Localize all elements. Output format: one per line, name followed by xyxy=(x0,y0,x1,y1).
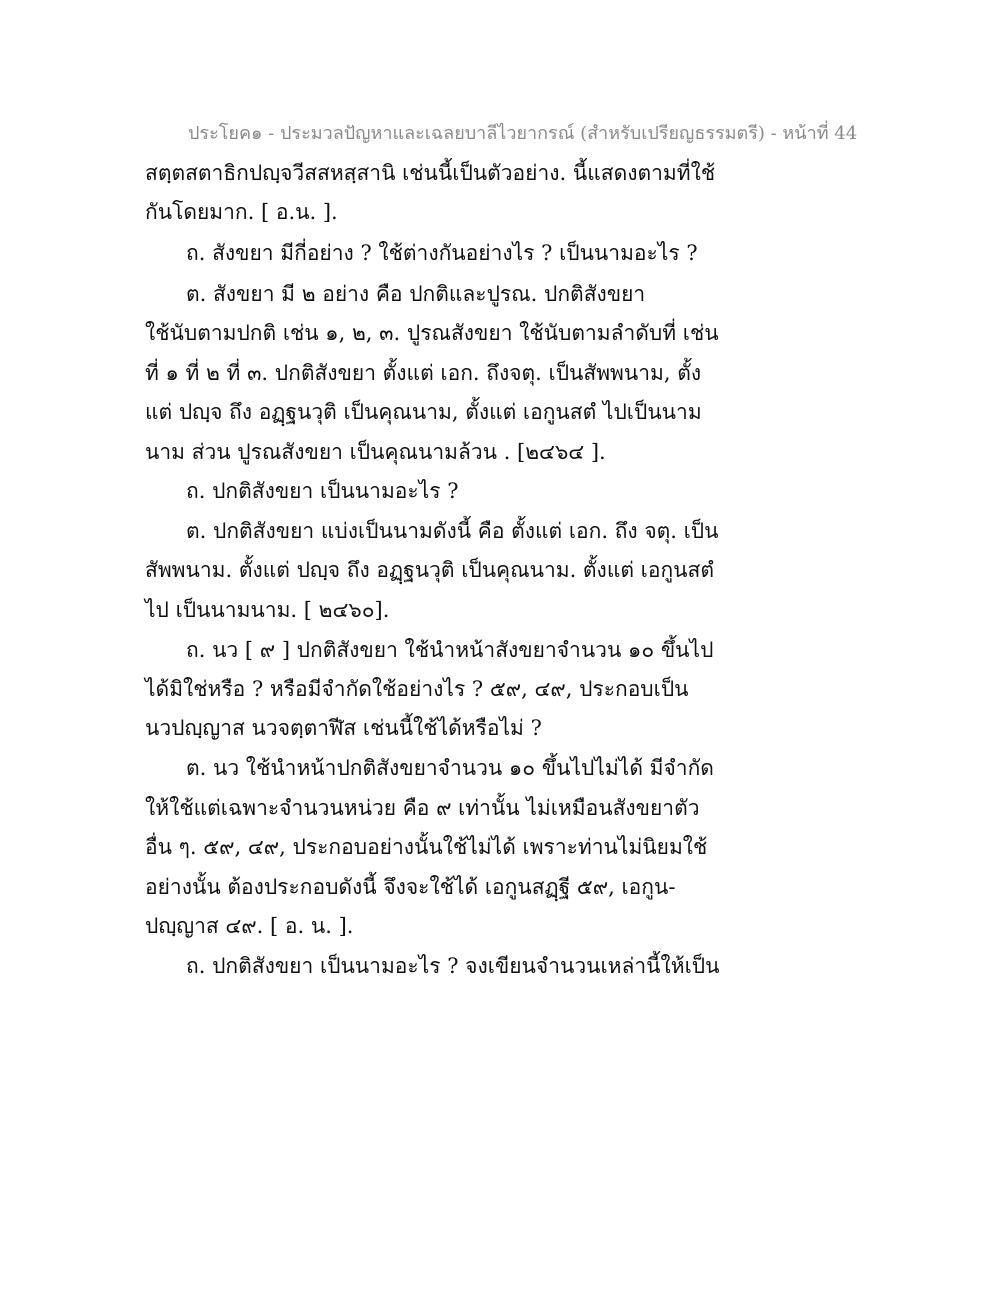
text-line: ใช้นับตามปกติ เช่น ๑, ๒, ๓. ปูรณสังขยา ใช้นับตามลำดับที่ เช่น xyxy=(145,321,719,345)
question-line: ถ. ปกติสังขยา เป็นนามอะไร ? xyxy=(186,479,459,503)
question-line: ถ. นว [ ๙ ] ปกติสังขยา ใช้นำหน้าสังขยาจำนวน ๑๐ ขึ้นไป xyxy=(186,638,714,662)
answer-line: ต. นว ใช้นำหน้าปกติสังขยาจำนวน ๑๐ ขึ้นไปไม่ได้ มีจำกัด xyxy=(186,756,714,780)
text-line: แต่ ปญฺจ ถึง อฏฺฐนวุติ เป็นคุณนาม, ตั้งแต่ เอกูนสตํ ไปเป็นนาม xyxy=(145,400,702,424)
text-line: ไป เป็นนามนาม. [ ๒๔๖๐]. xyxy=(145,598,390,622)
text-line: สตฺตสตาธิกปญฺจวีสสหสฺสานิ เช่นนี้เป็นตัวอย่าง. นี้แสดงตามที่ใช้ xyxy=(145,161,716,185)
text-line: นวปญฺญาส นวจตฺตาฬีส เช่นนี้ใช้ได้หรือไม่ ? xyxy=(145,716,542,740)
text-line: ปญฺญาส ๔๙. [ อ. น. ]. xyxy=(145,914,354,938)
text-line: ที่ ๑ ที่ ๒ ที่ ๓. ปกติสังขยา ตั้งแต่ เอก. ถึงจตุ. เป็นสัพพนาม, ตั้ง xyxy=(145,361,702,385)
answer-line: ต. สังขยา มี ๒ อย่าง คือ ปกติและปูรณ. ปกติสังขยา xyxy=(186,282,646,306)
text-line: สัพพนาม. ตั้งแต่ ปญฺจ ถึง อฏฺฐนวุติ เป็นคุณนาม. ตั้งแต่ เอกูนสตํ xyxy=(145,558,714,582)
text-line: กันโดยมาก. [ อ.น. ]. xyxy=(145,200,338,224)
text-line: อื่น ๆ. ๕๙, ๔๙, ประกอบอย่างนั้นใช้ไม่ได้ เพราะท่านไม่นิยมใช้ xyxy=(145,835,708,859)
text-line: ได้มิใช่หรือ ? หรือมีจำกัดใช้อย่างไร ? ๕๙, ๔๙, ประกอบเป็น xyxy=(145,677,689,701)
question-line: ถ. ปกติสังขยา เป็นนามอะไร ? จงเขียนจำนวนเหล่านี้ให้เป็น xyxy=(186,954,720,978)
page-header: ประโยค๑ - ประมวลปัญหาและเฉลยบาลีไวยากรณ์ (สำหรับเปรียญธรรมตรี) - หน้าที่ 44 xyxy=(188,123,858,144)
answer-line: ต. ปกติสังขยา แบ่งเป็นนามดังนี้ คือ ตั้งแต่ เอก. ถึง จตุ. เป็น xyxy=(186,519,719,543)
text-line: อย่างนั้น ต้องประกอบดังนี้ จึงจะใช้ได้ เอกูนสฏฺฐี ๕๙, เอกูน- xyxy=(145,875,676,899)
text-line: ให้ใช้แต่เฉพาะจำนวนหน่วย คือ ๙ เท่านั้น ไม่เหมือนสังขยาตัว xyxy=(145,796,700,820)
question-line: ถ. สังขยา มีกี่อย่าง ? ใช้ต่างกันอย่างไร ? เป็นนามอะไร ? xyxy=(186,241,698,265)
text-line: นาม ส่วน ปูรณสังขยา เป็นคุณนามล้วน . [๒๔๖๔ ]. xyxy=(145,440,606,464)
